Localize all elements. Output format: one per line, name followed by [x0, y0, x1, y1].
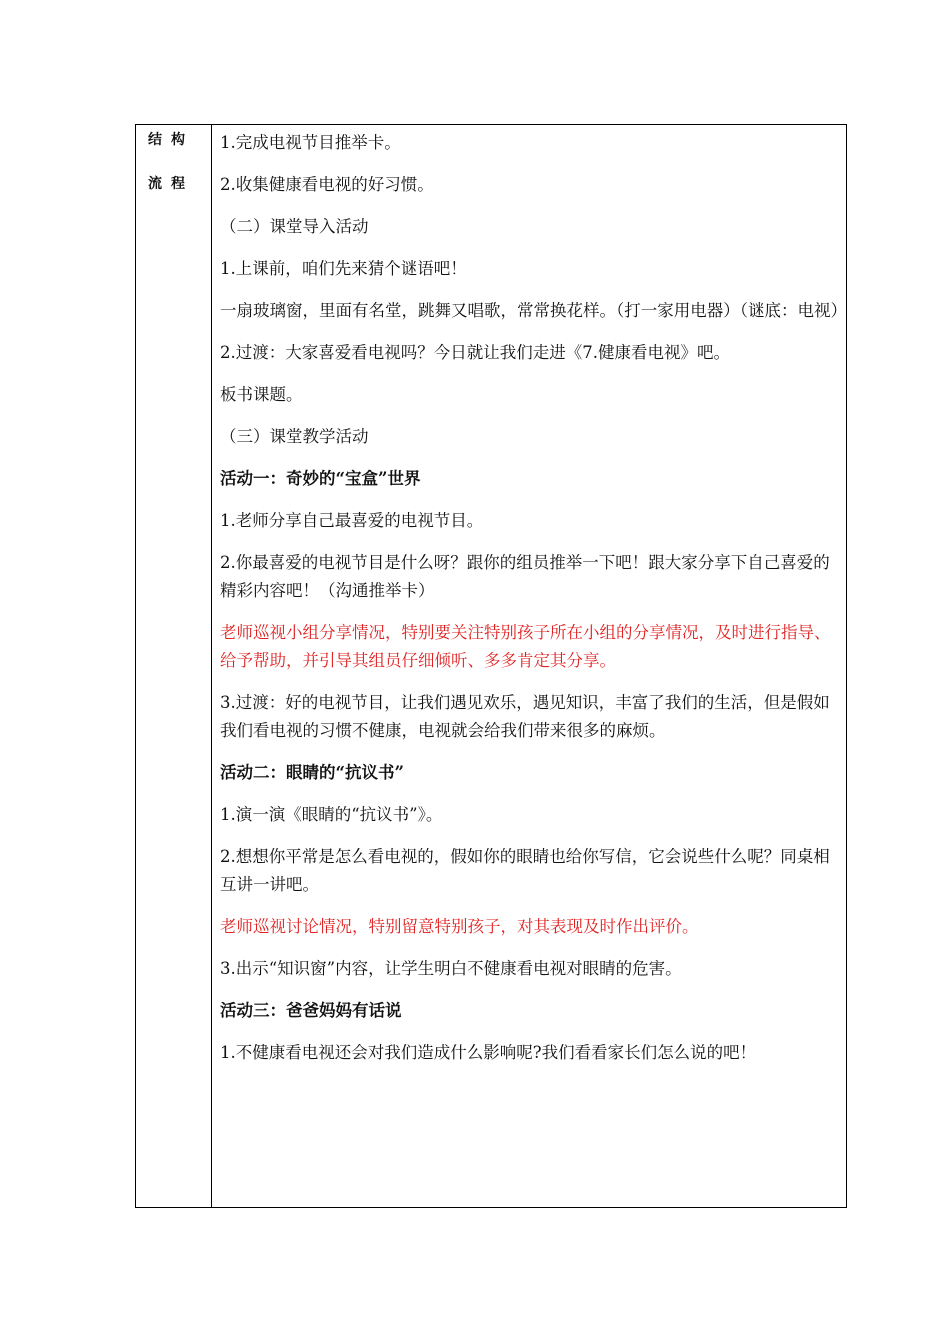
- paragraph: 1.完成电视节目推举卡。: [220, 133, 401, 152]
- paragraph: 一扇玻璃窗，里面有名堂，跳舞又唱歌，常常换花样。（打一家用电器）（谜底：电视）: [220, 301, 847, 320]
- column-divider: [211, 125, 212, 1207]
- paragraph: 1.演一演《眼睛的“抗议书”》。: [220, 805, 443, 824]
- paragraph: 2.过渡：大家喜爱看电视吗？今日就让我们走进《7.健康看电视》吧。: [220, 343, 730, 362]
- paragraph: 2.收集健康看电视的好习惯。: [220, 175, 434, 194]
- paragraph: 1.老师分享自己最喜爱的电视节目。: [220, 511, 484, 530]
- process-label: 流程: [148, 176, 194, 192]
- activity-heading: 活动三：爸爸妈妈有话说: [220, 1001, 402, 1020]
- paragraph: 2.想想你平常是怎么看电视的，假如你的眼睛也给你写信，它会说些什么呢？同桌相互讲一讲吧。: [220, 847, 830, 894]
- paragraph: 3.过渡：好的电视节目，让我们遇见欢乐，遇见知识，丰富了我们的生活，但是假如我们看电视的习惯不健康，电视就会给我们带来很多的麻烦。: [220, 693, 830, 740]
- lesson-content: [220, 129, 847, 1081]
- paragraph: 2.你最喜爱的电视节目是什么呀？跟你的组员推举一下吧！跟大家分享下自己喜爱的精彩内容吧！（沟通推举卡）: [220, 553, 830, 600]
- activity-heading: 活动二：眼睛的“抗议书”: [220, 763, 404, 782]
- lesson-table: [135, 124, 847, 1208]
- paragraph: （二）课堂导入活动: [220, 217, 369, 236]
- teacher-note: 老师巡视小组分享情况，特别要关注特别孩子所在小组的分享情况，及时进行指导、给予帮助，并引导其组员仔细倾听、多多肯定其分享。: [220, 623, 831, 670]
- paragraph: 3.出示“知识窗”内容，让学生明白不健康看电视对眼睛的危害。: [220, 959, 682, 978]
- teacher-note: 老师巡视讨论情况，特别留意特别孩子，对其表现及时作出评价。: [220, 917, 699, 936]
- structure-label: 结构: [148, 132, 194, 148]
- activity-heading: 活动一：奇妙的“宝盒”世界: [220, 469, 421, 488]
- paragraph: 板书课题。: [220, 385, 303, 404]
- paragraph: （三）课堂教学活动: [220, 427, 369, 446]
- paragraph: 1.上课前，咱们先来猜个谜语吧！: [220, 259, 467, 278]
- paragraph: 1.不健康看电视还会对我们造成什么影响呢?我们看看家长们怎么说的吧！: [220, 1043, 757, 1062]
